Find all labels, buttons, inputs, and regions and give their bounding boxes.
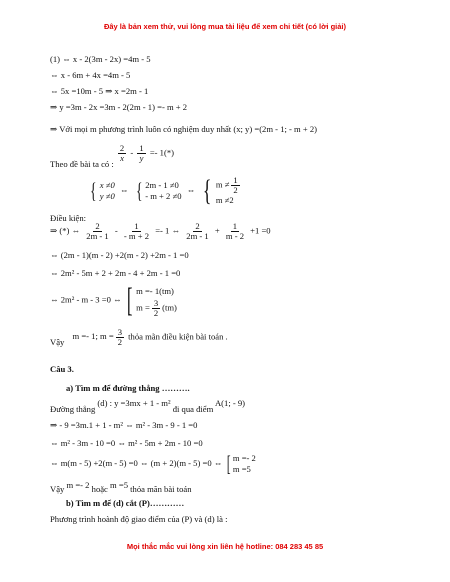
eq-line-10: ⇔ 2m² - 5m + 2 + 2m - 4 + 2m - 1 =0 [50, 268, 181, 278]
row: m =- 1(tm) [136, 286, 174, 296]
eq-line-5: ⇒ Với mọi m phương trình luôn có nghiệm duy nhất (x; y) =(2m - 1; - m + 2) [50, 124, 318, 134]
row: m ≠ [215, 179, 230, 190]
denominator: m - 2 [225, 231, 245, 241]
system-2: { 2m - 1 ≠0 - m + 2 ≠0 [135, 178, 182, 203]
conclusion-text: thỏa mãn điều kiện bài toán . [128, 331, 228, 342]
eq-prefix: ⇔ m(m - 5) +2(m - 5) =0 ⇔ (m + 2)(m - 5) =0 ⇔ [50, 457, 223, 468]
line-equation: (d) : y =3mx + 1 - m² [97, 398, 171, 408]
fraction [118, 144, 126, 163]
part-a-heading: a) Tìm m để đường thẳng ………. [66, 383, 190, 393]
part-b-heading: b) Tìm m để (d) cắt (P)………… [66, 498, 185, 508]
eq-line-11 [50, 283, 177, 318]
system-1: { x ≠0 y ≠0 [90, 178, 115, 203]
eq-line-1: (1) ⇔ x - 2(3m - 2x) =4m - 5 [50, 54, 151, 64]
denominator: 2m - 1 [186, 231, 209, 241]
eq-line-13 [50, 398, 246, 414]
fraction [152, 299, 160, 318]
fraction [224, 222, 246, 241]
hotline-banner: Mọi thắc mắc vui lòng xin liên hệ hotline: 084 283 45 85 [126, 542, 324, 551]
denominator: 2 [233, 185, 238, 195]
row: x ≠0 [99, 180, 115, 190]
section-heading: Câu 3. [50, 364, 74, 374]
numerator: 1 [232, 221, 238, 231]
value: m =5 [110, 480, 129, 490]
eq-line-15: ⇔ m² - 3m - 10 =0 ⇔ m² - 5m + 2m - 10 =0 [50, 438, 203, 448]
row: - m + 2 ≠0 [145, 191, 182, 201]
row: m = [136, 302, 150, 313]
preview-banner: Đây là bản xem thử, vui lòng mua tài liệu để xem chi tiết (có lời giải) [103, 22, 347, 31]
denominator: 2 [117, 337, 122, 347]
fraction [184, 222, 210, 241]
domain-label: Điều kiện: [50, 212, 87, 223]
condition-text: Theo đề bài ta có : [50, 159, 114, 170]
text: Đường thẳng [50, 404, 96, 414]
value: m =- 2 [66, 480, 90, 490]
eq-line-16 [50, 453, 256, 475]
fraction [84, 222, 110, 241]
eq-line-9: ⇔ (2m - 1)(m - 2) +2(m - 2) +2m - 1 =0 [50, 250, 189, 260]
row: 2m - 1 ≠0 [145, 180, 179, 190]
domain-conditions: Điều kiện: { x ≠0 y ≠0 ⇔ { 2m - 1 ≠0 - m + 2 ≠0 ⇔ { m ≠ $\frac{1}{2}$ m ≠2 [50, 176, 242, 206]
row: m =- 2 [232, 453, 256, 463]
eq-line-4: ⇒ y =3m - 2x =3m - 2(2m - 1) =- m + 2 [50, 102, 188, 112]
fraction [116, 328, 124, 347]
numerator: 2 [119, 143, 125, 153]
eq-line-12 [50, 328, 228, 347]
denominator: 2 [153, 308, 159, 318]
text: Vậy [50, 484, 65, 494]
conclusion-prefix: Vậy [50, 337, 65, 348]
text: thỏa mãn bài toán [130, 484, 192, 494]
text: đi qua điểm [172, 404, 214, 414]
row: m ≠2 [215, 195, 234, 205]
eq-tail: +1 =0 [250, 225, 271, 236]
eq-mid: =- 1 ⇔ [155, 225, 181, 236]
denominator: y [139, 153, 144, 163]
denominator: 2m - 1 [86, 231, 109, 241]
eq-line-18: Phương trình hoành độ giao điểm của (P) và (d) là : [50, 514, 228, 524]
eq-prefix: ⇔ 2m² - m - 3 =0 ⇔ [50, 294, 122, 305]
conclusion-values: m =- 1; m = [72, 331, 114, 342]
row: m =5 [232, 464, 251, 474]
numerator: 1 [134, 221, 139, 231]
fraction [137, 144, 145, 163]
row-suffix: (tm) [162, 302, 177, 313]
row: y ≠0 [99, 191, 115, 201]
eq-line-14: ⇒ - 9 =3m.1 + 1 - m² ⇔ m² - 3m - 9 - 1 =0 [50, 420, 198, 430]
numerator: 1 [233, 175, 238, 185]
eq-line-8: ⇒ (*) ⇔ $\frac{2}{2m - 1}$ - $\frac{1}{- m + 2}$ =- 1 ⇔ $\frac{2}{2m - 1}$ + $\frac{1}{m - 2}$ +1 =0 [50, 221, 271, 241]
eq-prefix: ⇒ (*) ⇔ [50, 225, 81, 236]
numerator: 1 [139, 143, 144, 153]
numerator: 3 [153, 298, 159, 308]
eq-line-17 [50, 480, 192, 494]
eq-line-2: ⇔ x - 6m + 4x =4m - 5 [50, 70, 131, 80]
eq-line-3: ⇔ 5x =10m - 5 ⇒ x =2m - 1 [50, 86, 149, 96]
fraction [231, 176, 239, 195]
point: A(1; - 9) [214, 398, 246, 408]
numerator: 3 [117, 327, 122, 337]
system-3: { m ≠ $\frac{1}{2}$ m ≠2 [200, 176, 241, 206]
solution-set: [ m =- 2 m =5 [226, 451, 256, 476]
solution-set: [ m =- 1(tm) m = $\frac{3}{2}$ (tm) [126, 281, 177, 319]
denominator: x [120, 153, 124, 163]
equation-tail: =- 1(*) [149, 147, 174, 158]
text: hoặc [91, 484, 108, 494]
denominator: - m + 2 [123, 231, 150, 241]
numerator: 2 [95, 221, 100, 231]
numerator: 2 [195, 221, 200, 231]
fraction [122, 222, 151, 241]
condition-line: Theo đề bài ta có : $\frac{2}{x}$ - $\frac{1}{y}$ =- 1(*) [50, 143, 174, 170]
